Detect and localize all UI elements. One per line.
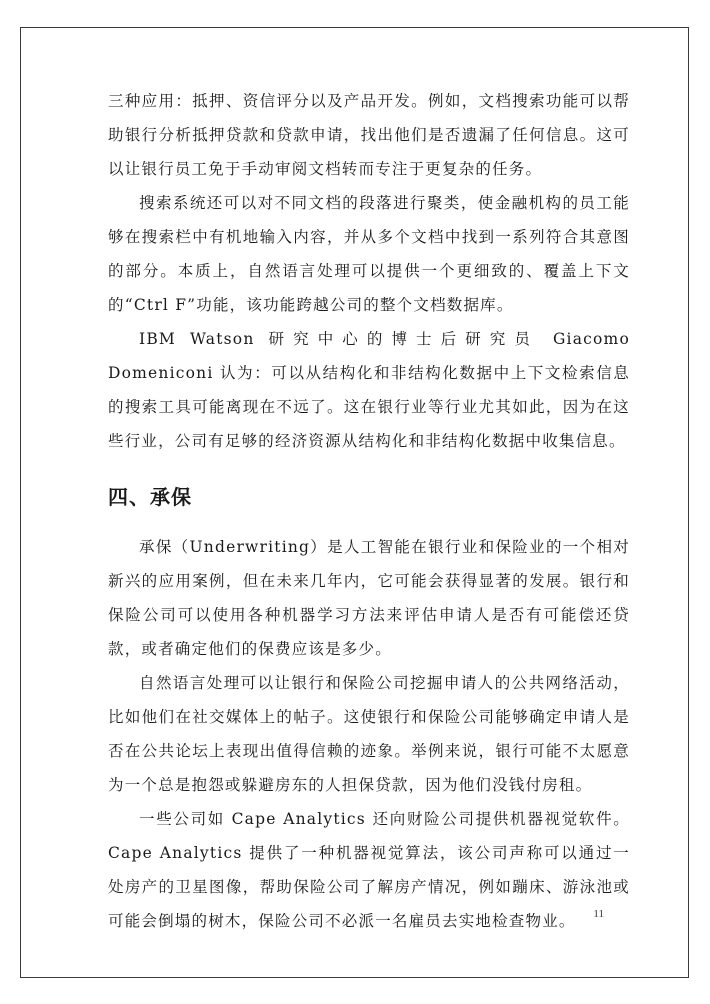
document-body: [108, 84, 630, 938]
paragraph-1: 三种应用：抵押、资信评分以及产品开发。例如，文档搜索功能可以帮助银行分析抵押贷款和贷款申请，找出他们是否遗漏了任何信息。这可以让银行员工免于手动审阅文档转而专注于更复杂的任务。: [108, 92, 630, 178]
paragraph-3: IBM Watson 研究中心的博士后研究员 Giacomo Domeniconi 认为：可以从结构化和非结构化数据中上下文检索信息的搜索工具可能离现在不远了。这在银行业等行业尤其如此，因为在这些行业，公司有足够的经济资源从结构化和非结构化数据中收集信息。: [108, 330, 630, 450]
section-heading: 四、承保: [108, 485, 192, 509]
paragraph-4: 承保（Underwriting）是人工智能在银行业和保险业的一个相对新兴的应用案例，但在未来几年内，它可能会获得显著的发展。银行和保险公司可以使用各种机器学习方法来评估申请人是否有可能偿还贷款，或者确定他们的保费应该是多少。: [108, 538, 630, 658]
paragraph-2: 搜索系统还可以对不同文档的段落进行聚类，使金融机构的员工能够在搜索栏中有机地输入内容，并从多个文档中找到一系列符合其意图的部分。本质上，自然语言处理可以提供一个更细致的、覆盖上下文的“Ctrl F”功能，该功能跨越公司的整个文档数据库。: [108, 194, 630, 314]
paragraph-6: 一些公司如 Cape Analytics 还向财险公司提供机器视觉软件。Cape Analytics 提供了一种机器视觉算法，该公司声称可以通过一处房产的卫星图像，帮助保险公司了解房产情况，例如蹦床、游泳池或可能会倒塌的树木，保险公司不必派一名雇员去实地检查物业。: [108, 810, 630, 930]
page-number: 11: [593, 908, 604, 920]
paragraph-5: 自然语言处理可以让银行和保险公司挖掘申请人的公共网络活动，比如他们在社交媒体上的帖子。这使银行和保险公司能够确定申请人是否在公共论坛上表现出值得信赖的迹象。举例来说，银行可能不太愿意为一个总是抱怨或躲避房东的人担保贷款，因为他们没钱付房租。: [108, 674, 630, 794]
